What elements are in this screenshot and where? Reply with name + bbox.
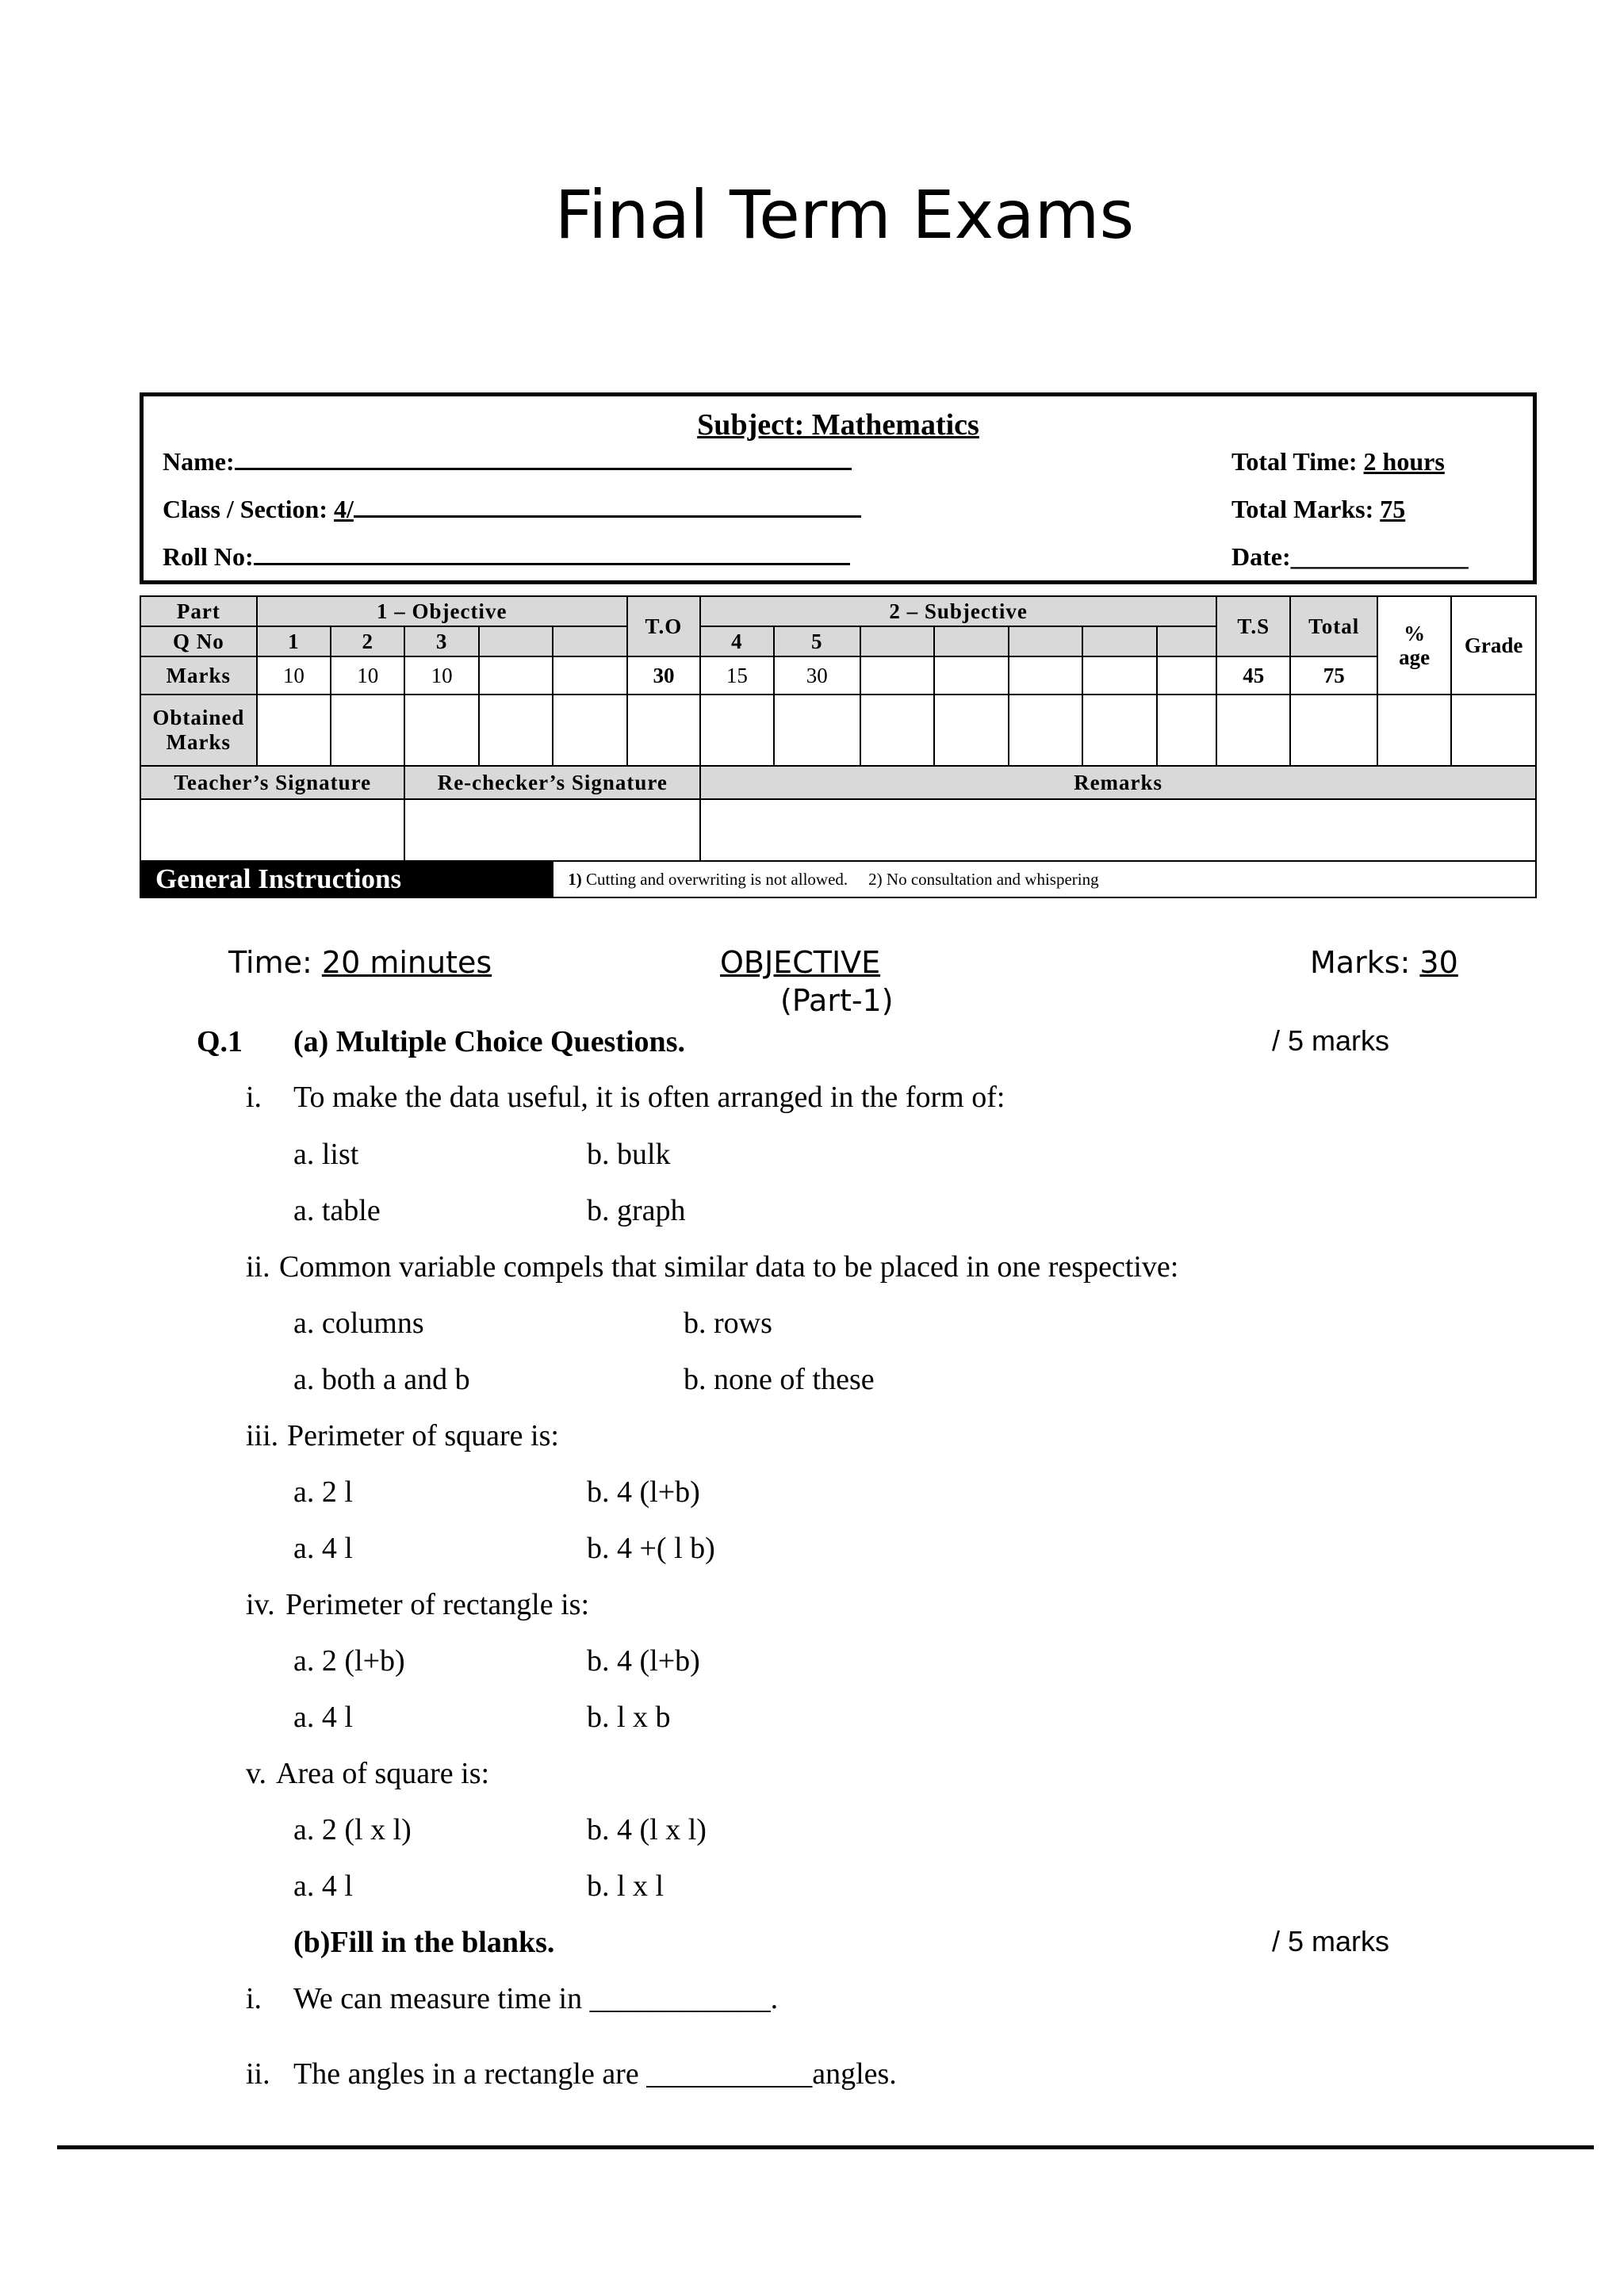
qno-2: 2 [331,626,404,656]
qno-1: 1 [257,626,331,656]
marks-q5: 30 [774,656,860,695]
subject-heading: Subject: Mathematics [697,408,979,442]
mcq-option[interactable]: a. list [293,1138,359,1171]
class-label: Class / Section: [163,495,334,523]
mcq-question: Area of square is: [276,1757,490,1790]
marks-q1: 10 [257,656,331,695]
objective-time [228,945,492,980]
mcq-option[interactable]: a. 4 l [293,1532,353,1565]
mcq-option[interactable]: a. 2 (l+b) [293,1644,405,1678]
marks-empty [1009,656,1082,695]
marks-empty [1082,656,1156,695]
marks-empty [934,656,1008,695]
mcq-option[interactable]: b. 4 +( l b) [587,1532,715,1565]
rule-2: 2) No consultation and whispering [868,869,1099,889]
obtained-cell[interactable] [700,695,773,766]
student-info-box [140,392,1537,584]
total-time [1231,447,1445,476]
section-a-marks: / 5 marks [1272,1024,1390,1057]
mcq-option[interactable]: b. graph [587,1194,686,1227]
marks-total: 75 [1290,656,1377,695]
mcq-question: Perimeter of square is: [287,1419,559,1452]
total-time-label: Total Time: [1231,447,1364,476]
total-marks-value: 75 [1380,495,1406,523]
mcq-option[interactable]: a. 4 l [293,1701,353,1734]
rule-1: Cutting and overwriting is not allowed. [581,869,848,889]
mcq-number: v. [246,1757,267,1790]
section-b-heading: (b)Fill in the blanks. [293,1926,555,1959]
class-value: 4/ [334,495,354,523]
obtained-label: Obtained Marks [140,695,257,766]
marks-to: 30 [627,656,700,695]
blank-number: ii. [246,2057,270,2091]
class-blank[interactable] [354,515,861,518]
obtained-cell[interactable] [331,695,404,766]
rule-1-number: 1) [568,869,582,889]
mcq-option[interactable]: b. l x l [587,1869,665,1903]
section-a-heading: (a) Multiple Choice Questions. [293,1025,685,1058]
mcq-option[interactable]: a. table [293,1194,381,1227]
page-title: Final Term Exams [554,176,1135,254]
date-field[interactable]: Date:______________ [1231,542,1469,571]
teacher-signature-label: Teacher’s Signature [140,766,404,799]
qno-empty [1082,626,1156,656]
general-instructions-label: General Instructions [140,861,553,897]
remarks-box[interactable] [700,799,1536,861]
marks-q2: 10 [331,656,404,695]
qno-empty [479,626,553,656]
remarks-label: Remarks [700,766,1536,799]
mcq-option[interactable]: b. 4 (l x l) [587,1813,707,1846]
marks-empty [553,656,626,695]
qno-3: 3 [404,626,478,656]
qno-5: 5 [774,626,860,656]
marks-empty [860,656,934,695]
qno-label: Q No [140,626,257,656]
marks-q3: 10 [404,656,478,695]
rechecker-signature-box[interactable] [404,799,700,861]
time-label: Time: [228,945,322,980]
mcq-question: Common variable compels that similar data to be placed in one respective: [279,1250,1179,1284]
fill-blank-question[interactable]: The angles in a rectangle are ___________angles. [293,2057,897,2091]
mcq-option[interactable]: a. 4 l [293,1869,353,1903]
qno-empty [553,626,626,656]
obtained-cell[interactable] [860,695,934,766]
marks-q4: 15 [700,656,773,695]
obtained-cell[interactable] [479,695,553,766]
mcq-number: iv. [246,1588,275,1621]
teacher-signature-box[interactable] [140,799,404,861]
roll-label: Roll No: [163,542,254,571]
mcq-option[interactable]: a. 2 l [293,1475,353,1509]
mcq-option[interactable]: a. columns [293,1307,424,1340]
objective-heading: OBJECTIVE [720,945,881,980]
question-number: Q.1 [197,1025,243,1058]
obtained-cell[interactable] [774,695,860,766]
objective-header: 1 – Objective [257,596,627,626]
obtained-cell[interactable] [1082,695,1156,766]
marks-table [140,595,1537,898]
mcq-option[interactable]: a. both a and b [293,1363,470,1396]
fill-blank-question[interactable]: We can measure time in ____________. [293,1982,779,2015]
obtained-cell[interactable] [627,695,700,766]
obtained-cell[interactable] [1451,695,1536,766]
blank-number: i. [246,1982,262,2015]
part-header: Part [140,596,257,626]
total-header: Total [1290,596,1377,656]
section-b-marks: / 5 marks [1272,1925,1390,1957]
objective-part: (Part-1) [780,983,894,1018]
qno-empty [934,626,1008,656]
name-blank[interactable] [235,468,852,470]
mcq-option[interactable]: b. bulk [587,1138,671,1171]
obtained-cell[interactable] [1009,695,1082,766]
instructions-rules [553,861,1536,897]
marks-label: Marks [140,656,257,695]
rechecker-signature-label: Re-checker’s Signature [404,766,700,799]
marks-value: 30 [1419,945,1458,980]
mcq-question: To make the data useful, it is often arranged in the form of: [293,1081,1005,1114]
obtained-cell[interactable] [1216,695,1290,766]
name-label: Name: [163,447,235,476]
mcq-number: iii. [246,1419,279,1452]
grade-header: Grade [1451,596,1536,695]
mcq-question: Perimeter of rectangle is: [285,1588,590,1621]
obtained-cell[interactable] [257,695,331,766]
obtained-cell[interactable] [553,695,626,766]
subjective-header: 2 – Subjective [700,596,1216,626]
mcq-option[interactable]: a. 2 (l x l) [293,1813,412,1846]
marks-ts: 45 [1216,656,1290,695]
obtained-cell[interactable] [1290,695,1377,766]
total-marks [1231,495,1405,524]
roll-field[interactable] [163,542,850,572]
percent-header: % age [1377,596,1451,695]
to-header: T.O [627,596,700,656]
mcq-option[interactable]: b. rows [684,1307,772,1340]
obtained-cell[interactable] [1157,695,1216,766]
obtained-cell[interactable] [934,695,1008,766]
mcq-number: ii. [246,1250,270,1284]
mcq-option[interactable]: b. l x b [587,1701,671,1734]
obtained-cell[interactable] [1377,695,1451,766]
obtained-cell[interactable] [404,695,478,766]
marks-label-text: Marks: [1310,945,1420,980]
marks-empty [1157,656,1216,695]
class-field[interactable] [163,495,861,524]
total-time-value: 2 hours [1363,447,1445,476]
qno-4: 4 [700,626,773,656]
mcq-option[interactable]: b. none of these [684,1363,875,1396]
total-marks-label: Total Marks: [1231,495,1381,523]
objective-marks [1310,945,1458,980]
mcq-option[interactable]: b. 4 (l+b) [587,1644,700,1678]
mcq-option[interactable]: b. 4 (l+b) [587,1475,700,1509]
ts-header: T.S [1216,596,1290,656]
time-value: 20 minutes [321,945,492,980]
footer-divider [57,2145,1594,2149]
qno-empty [860,626,934,656]
mcq-number: i. [246,1081,262,1114]
qno-empty [1157,626,1216,656]
marks-empty [479,656,553,695]
name-field[interactable] [163,447,852,476]
roll-blank[interactable] [254,563,850,565]
qno-empty [1009,626,1082,656]
